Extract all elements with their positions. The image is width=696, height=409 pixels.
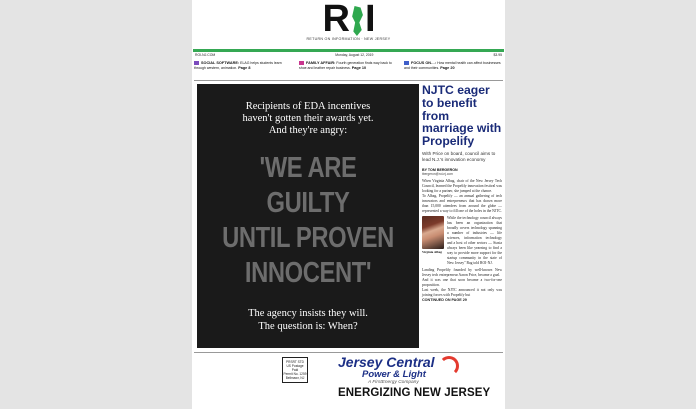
logo-letter-i: I [364, 0, 375, 40]
cover-intro-line: Recipients of EDA incentives [245, 101, 371, 112]
side-story-deck: With Price on board, council aims to lead N.J.'s innovation economy [422, 150, 496, 162]
logo-letter-r: R [322, 0, 349, 40]
promo-item[interactable] [404, 61, 503, 78]
postage-line: US Postage Paid [286, 364, 304, 372]
photo-caption: Virginia Albag [422, 249, 442, 254]
footer-divider [194, 352, 503, 353]
postage-line: Bellmawr, NJ [285, 376, 305, 380]
photo-with-caption [422, 216, 444, 266]
promo-text: Fourth generation finds way back to shoe and leather repair business. [299, 61, 392, 70]
side-story [422, 84, 502, 303]
new-jersey-state-icon [351, 6, 363, 36]
headshot-photo [422, 216, 444, 249]
body-paragraph: While the technology council always has been an organization that broadly covers technology spanning a number of industries — life sciences, information technology and a host of other sectors — Stasia always been like yearning to find a way to provide more support for the startup community in the state of New Jersey" Bag told ROI-NJ. [447, 215, 502, 265]
body-paragraph: Last week, the NJTC announced it not only was joining forces with Propelify but [422, 287, 502, 297]
body-paragraph: When Virginia Albag, chair of the New Jersey Tech Council, learned the Propelify innovation festival was looking for a partner, she jumped at the chance. [422, 178, 502, 193]
postage-indicia [282, 357, 308, 383]
dateline [195, 53, 502, 59]
jcpl-name: Jersey Central [338, 354, 435, 370]
jcpl-advertisement[interactable] [338, 356, 503, 409]
side-story-headline[interactable]: NJTC eager to benefit from marriage with Propelify [422, 83, 502, 149]
dateline-date: Monday, August 12, 2019 [335, 53, 374, 57]
jcpl-swoosh-icon [439, 356, 459, 376]
promo-title: FAMILY AFFAIR: [306, 61, 336, 65]
cover-story-panel[interactable] [197, 84, 419, 360]
cover-intro-line: And they're angry: [268, 125, 348, 136]
jcpl-parent: A FirstEnergy Company [368, 380, 419, 385]
jcpl-name-line2: Power & Light [362, 369, 426, 380]
promo-text: How mental health can affect businesses and their communities. [404, 61, 501, 70]
cover-insist-line: The question is: When? [258, 321, 358, 332]
newspaper-front-page [192, 0, 505, 409]
jcpl-logo [338, 356, 503, 380]
dateline-price: $3.95 [493, 53, 502, 57]
side-story-byline: BY TOM BERGERON [422, 167, 458, 172]
promo-title: SOCIAL SOFTWARE: [201, 61, 240, 65]
body-paragraph: And it was one that soon became a two-for-one proposition. [422, 277, 502, 287]
promo-item[interactable] [194, 61, 293, 78]
cover-quote-line: 'WE ARE GUILTY [259, 152, 357, 219]
dateline-site: ROI-NJ.COM [195, 53, 216, 57]
promo-page: Page 20 [440, 66, 455, 70]
body-paragraph: Landing Propelify founded by well-known New Jersey tech entrepreneur Aaron Price, became a goal. [422, 267, 502, 277]
cover-quote-line: UNTIL PROVEN [222, 222, 394, 254]
body-paragraph: To Albag, Propelify — an annual gathering of tech innovators and entrepreneurs that has drawn more than 15,000 attendees from around the globe — represented a way to fill one of the holes in the NJTC. [422, 193, 502, 213]
cover-jump-line: STORIES START ON PAGE 14 [276, 355, 340, 360]
postage-line: Permit No. 1259 [283, 372, 307, 376]
promo-bar [194, 61, 503, 78]
cover-insist [197, 307, 419, 333]
promo-page: Page 8 [238, 66, 251, 70]
cover-quote [217, 151, 399, 291]
side-story-email[interactable]: tbergeron@roi-nj.com [422, 171, 453, 176]
promo-text: ELAG helps students learn through western, animation. [194, 61, 282, 70]
postage-line: PRSRT STD [286, 360, 304, 364]
promo-color-square-icon [299, 61, 304, 65]
roi-logo [322, 0, 375, 40]
section-divider [194, 80, 503, 81]
ad-slogan: ENERGIZING NEW JERSEY [338, 387, 491, 399]
masthead-tagline: RETURN ON INFORMATION · NEW JERSEY [306, 37, 391, 41]
masthead [192, 2, 505, 41]
cover-intro [197, 101, 419, 137]
cover-quote-line: INNOCENT' [244, 257, 372, 289]
promo-page: Page 10 [351, 66, 367, 70]
promo-item[interactable] [299, 61, 398, 78]
side-story-body [422, 179, 502, 303]
masthead-divider [193, 49, 504, 52]
promo-color-square-icon [194, 61, 199, 65]
cover-intro-line: haven't gotten their awards yet. [242, 113, 374, 124]
promo-color-square-icon [404, 61, 409, 65]
cover-insist-line: The agency insists they will. [248, 308, 368, 319]
continued-line[interactable]: CONTINUED ON PAGE 29 [422, 297, 467, 302]
photo-block [422, 216, 502, 266]
promo-title: FOCUS ON…: [411, 61, 437, 65]
